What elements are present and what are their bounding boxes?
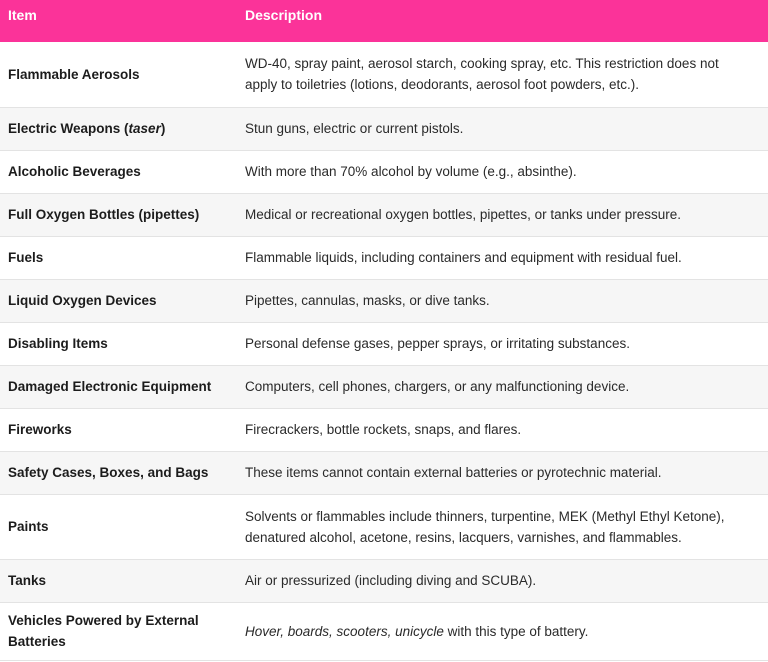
description-cell: Flammable liquids, including containers and equipment with residual fuel. — [245, 250, 682, 265]
table-row — [0, 494, 768, 559]
item-cell: Full Oxygen Bottles (pipettes) — [8, 207, 200, 222]
item-cell — [0, 107, 236, 150]
item-cell: Fireworks — [8, 422, 72, 437]
description-cell: With more than 70% alcohol by volume (e.g., absinthe). — [245, 164, 577, 179]
item-cell: Alcoholic Beverages — [8, 164, 141, 179]
table-row — [0, 451, 768, 494]
description-cell: Pipettes, cannulas, masks, or dive tanks. — [245, 293, 490, 308]
item-cell: Flammable Aerosols — [8, 66, 140, 82]
description-cell: Medical or recreational oxygen bottles, pipettes, or tanks under pressure. — [245, 207, 681, 222]
description-cell: Personal defense gases, pepper sprays, or irritating substances. — [245, 336, 630, 351]
table-row — [0, 107, 768, 150]
item-text-end: ) — [160, 121, 166, 136]
description-column-header: Description — [245, 7, 323, 23]
table-row — [0, 42, 768, 107]
description-text: with this type of battery. — [443, 623, 589, 639]
description-cell: Firecrackers, bottle rockets, snaps, and flares. — [245, 422, 522, 437]
item-column-header: Item — [8, 7, 37, 23]
table-row — [0, 193, 768, 236]
description-cell: These items cannot contain external batteries or pyrotechnic material. — [245, 465, 662, 480]
table-row — [0, 150, 768, 193]
description-cell — [236, 602, 768, 660]
item-emphasis: taser — [128, 121, 161, 136]
table-row — [0, 602, 768, 660]
item-cell: Paints — [8, 519, 49, 534]
description-cell: Computers, cell phones, chargers, or any malfunctioning device. — [245, 379, 630, 394]
description-cell: Stun guns, electric or current pistols. — [245, 121, 464, 136]
description-emphasis: Hover, boards, scooters, unicycle — [245, 623, 444, 639]
table-row — [0, 408, 768, 451]
table-row — [0, 279, 768, 322]
item-cell: Disabling Items — [8, 336, 108, 351]
table-row — [0, 559, 768, 602]
item-cell: Damaged Electronic Equipment — [8, 379, 212, 394]
item-text: Electric Weapons ( — [8, 121, 129, 136]
description-cell: WD-40, spray paint, aerosol starch, cooking spray, etc. This restriction does not apply to toiletries (lotions, deodorants, aerosol foot powders, etc.). — [245, 56, 719, 93]
table-row — [0, 236, 768, 279]
item-cell: Vehicles Powered by External Batteries — [8, 613, 199, 649]
item-cell: Fuels — [8, 250, 44, 265]
item-cell: Tanks — [8, 573, 47, 588]
item-cell: Safety Cases, Boxes, and Bags — [8, 465, 209, 480]
item-cell: Liquid Oxygen Devices — [8, 293, 157, 308]
table-header-row — [0, 0, 768, 42]
table-row — [0, 322, 768, 365]
description-cell: Air or pressurized (including diving and SCUBA). — [245, 573, 537, 588]
description-cell: Solvents or flammables include thinners, turpentine, MEK (Methyl Ethyl Ketone), denatured alcohol, acetone, resins, lacquers, varnishes, and flammables. — [245, 508, 725, 545]
table-row — [0, 365, 768, 408]
